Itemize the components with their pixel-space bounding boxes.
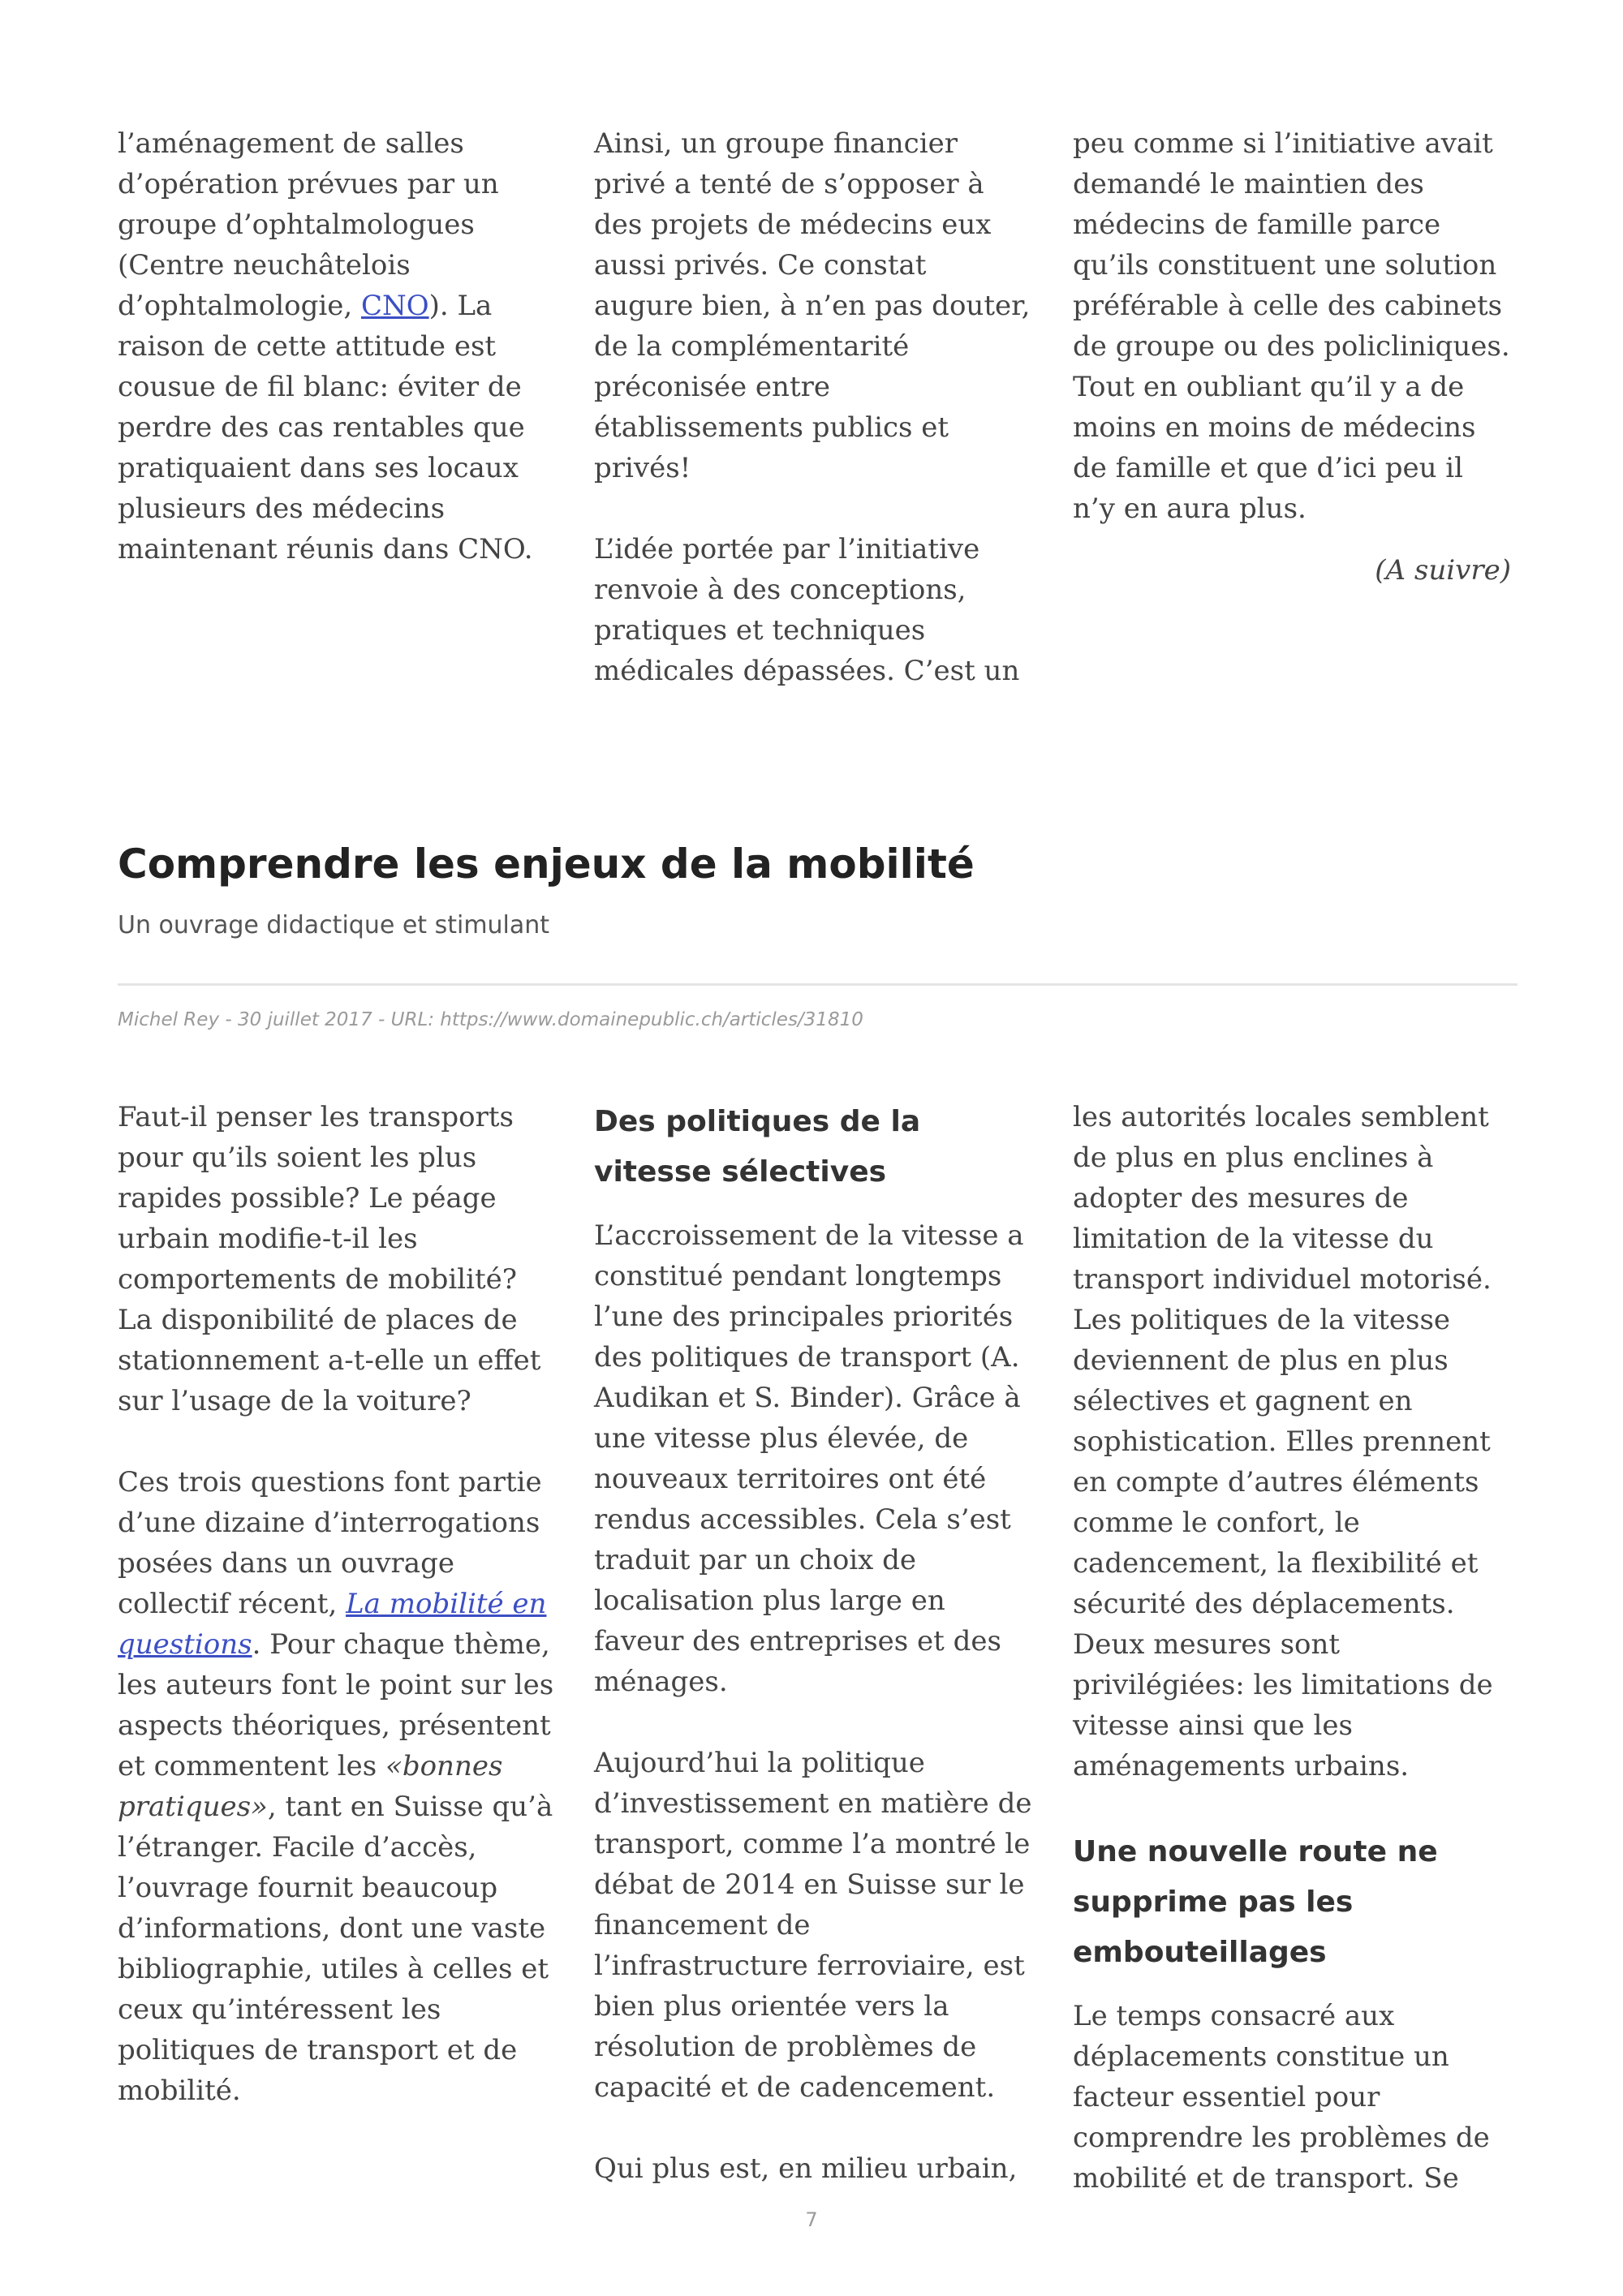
article-col2-paragraph-1: L’accroissement de la vitesse a constitué pendant longtemps l’une des principales priorités des politiques de transport (A. Audikan et S. Binder). Grâce à une vitesse plus élevée, de nouveaux territoires ont été rendus accessibles. Cela s’est traduit par un choix de localisation plus large en faveur des entreprises et des ménages. xyxy=(594,1219,1024,1698)
article-meta: Michel Rey - 30 juillet 2017 - URL: https://www.domainepublic.ch/articles/31810 xyxy=(118,1009,863,1030)
prev-column-2 xyxy=(594,123,1032,691)
book-link[interactable]: La mobilité en questions xyxy=(118,1588,547,1661)
prev-column-1 xyxy=(118,123,556,570)
article-col1-paragraph-2: Ces trois questions font partie d’une dizaine d’interrogations posées dans un ouvrage collectif récent, La mobilité en questions. Pour chaque thème, les auteurs font le point sur les aspects théoriques, présentent et commentent les «bonnes pratiques», tant en Suisse qu’à l’étranger. Facile d’accès, l’ouvrage fournit beaucoup d’informations, dont une vaste bibliographie, utiles à celles et ceux qu’intéressent les politiques de transport et de mobilité. xyxy=(118,1466,554,2107)
prev-col1-paragraph: l’aménagement de salles d’opération prévues par un groupe d’ophtalmologues (Centre neuchâtelois d’ophtalmologie, CNO). La raison de cette attitude est cousue de fil blanc: éviter de perdre des cas rentables que pratiquaient dans ses locaux plusieurs des médecins maintenant réunis dans CNO. xyxy=(118,127,533,565)
prev-col3-paragraph: peu comme si l’initiative avait demandé le maintien des médecins de famille parce qu’ils constituent une solution préférable à celle des cabinets de groupe ou des policliniques. Tout en oubliant qu’il y a de moins en moins de médecins de famille et que d’ici peu il n’y en aura plus. xyxy=(1073,127,1510,525)
article-col2-paragraph-3: Qui plus est, en milieu urbain, xyxy=(594,2152,1018,2185)
article-column-3 xyxy=(1073,1097,1511,2199)
cno-link[interactable]: CNO xyxy=(360,290,429,322)
prev-col2-paragraph-2: L’idée portée par l’initiative renvoie à des conceptions, pratiques et techniques médicales dépassées. C’est un xyxy=(594,533,1020,687)
a-suivre: (A suivre) xyxy=(1375,554,1511,587)
article-col3-paragraph-2: Le temps consacré aux déplacements constitue un facteur essentiel pour comprendre les problèmes de mobilité et de transport. Se xyxy=(1073,2000,1490,2195)
article-column-2 xyxy=(594,1097,1032,2189)
subhead-politiques-vitesse: Des politiques de la vitesse sélectives xyxy=(594,1105,921,1189)
page-number: 7 xyxy=(805,2208,818,2231)
subhead-nouvelle-route: Une nouvelle route ne supprime pas les embouteillages xyxy=(1073,1835,1438,1969)
article-subtitle: Un ouvrage didactique et stimulant xyxy=(118,911,550,939)
article-col3-paragraph-1: les autorités locales semblent de plus en plus enclines à adopter des mesures de limitation de la vitesse du transport individuel motorisé. Les politiques de la vitesse deviennent de plus en plus sélectives et gagnent en sophistication. Elles prennent en compte d’autres éléments comme le confort, le cadencement, la flexibilité et sécurité des déplacements. Deux mesures sont privilégiées: les limitations de vitesse ainsi que les aménagements urbains. xyxy=(1073,1101,1493,1782)
prev-col2-paragraph-1: Ainsi, un groupe financier privé a tenté de s’opposer à des projets de médecins eux aussi privés. Ce constat augure bien, à n’en pas douter, de la complémentarité préconisée entre établissements publics et privés! xyxy=(594,127,1031,484)
article-col1-paragraph-1: Faut-il penser les transports pour qu’ils soient les plus rapides possible? Le péage urbain modifie-t-il les comportements de mobilité? La disponibilité de places de stationnement a-t-elle un effet sur l’usage de la voiture? xyxy=(118,1101,541,1417)
header-divider xyxy=(118,983,1518,986)
article-title: Comprendre les enjeux de la mobilité xyxy=(118,841,975,888)
article-col2-paragraph-2: Aujourd’hui la politique d’investissement en matière de transport, comme l’a montré le débat de 2014 en Suisse sur le financement de l’infrastructure ferroviaire, est bien plus orientée vers la résolution de problèmes de capacité et de cadencement. xyxy=(594,1747,1032,2104)
prev-column-3 xyxy=(1073,123,1511,591)
article-column-1 xyxy=(118,1097,556,2111)
